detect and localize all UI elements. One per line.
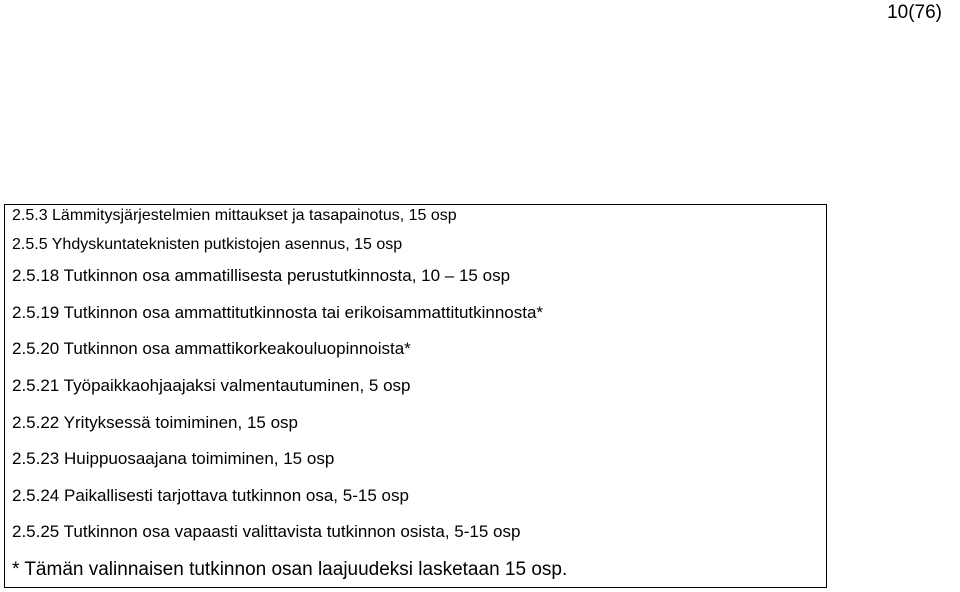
module-item: 2.5.3 Lämmitysjärjestelmien mittaukset ja tasapainotus, 15 osp xyxy=(12,207,457,224)
module-item: 2.5.21 Työpaikkaohjaajaksi valmentautuminen, 5 osp xyxy=(12,376,411,395)
module-item: 2.5.5 Yhdyskuntateknisten putkistojen asennus, 15 osp xyxy=(12,236,403,253)
footnote: * Tämän valinnaisen tutkinnon osan laajuudeksi lasketaan 15 osp. xyxy=(12,559,568,580)
module-item: 2.5.19 Tutkinnon osa ammattitutkinnosta tai erikoisammattitutkinnosta* xyxy=(12,303,544,322)
module-item: 2.5.23 Huippuosaajana toimiminen, 15 osp xyxy=(12,449,335,468)
module-item: 2.5.20 Tutkinnon osa ammattikorkeakouluopinnoista* xyxy=(12,339,411,358)
module-item: 2.5.25 Tutkinnon osa vapaasti valittavista tutkinnon osista, 5-15 osp xyxy=(12,522,521,541)
module-item: 2.5.18 Tutkinnon osa ammatillisesta perustutkinnosta, 10 – 15 osp xyxy=(12,266,511,285)
module-item: 2.5.22 Yrityksessä toimiminen, 15 osp xyxy=(12,413,298,432)
page-number: 10(76) xyxy=(887,2,942,23)
module-item: 2.5.24 Paikallisesti tarjottava tutkinnon osa, 5-15 osp xyxy=(12,486,409,505)
module-list-box xyxy=(4,204,827,588)
